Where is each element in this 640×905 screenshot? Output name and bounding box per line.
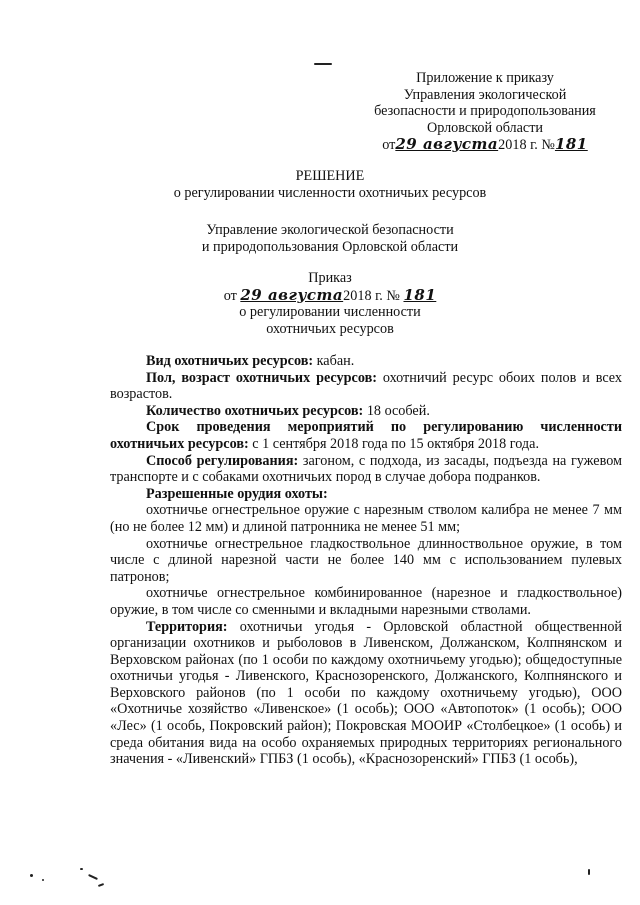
label-method: Способ регулирования:	[146, 452, 299, 469]
paragraph-sex-age	[110, 370, 622, 403]
paragraph-combined-weapon: охотничье огнестрельное комбинированное (нарезное и гладкоствольное) оружие, в том числе со сменными и вкладными нарезными стволами.	[110, 585, 622, 618]
order-heading: Приказ	[308, 270, 352, 286]
scan-speck	[80, 868, 83, 870]
order-line-3: охотничьих ресурсов	[266, 320, 394, 337]
text-resource-type: кабан.	[313, 353, 355, 369]
paragraph-quantity	[110, 403, 622, 420]
paragraph-period	[110, 419, 622, 452]
paragraph-rifled-weapon: охотничье огнестрельное оружие с нарезным стволом калибра не менее 7 мм (но не более 12 мм) и длиной патронника не менее 51 мм;	[110, 502, 622, 535]
scan-speck	[588, 869, 590, 875]
appendix-line-4: Орловской области	[426, 119, 544, 136]
appendix-line-1: Приложение к приказу	[416, 70, 554, 86]
scan-speck	[30, 874, 33, 877]
appendix-handwritten-date: 29 августа	[395, 135, 499, 153]
label-period: Срок проведения мероприятий по регулированию численности охотничьих ресурсов:	[110, 419, 622, 452]
order-handwritten-date: 29 августа	[240, 285, 344, 304]
scan-speck	[42, 879, 44, 881]
scan-speck	[98, 883, 104, 887]
order-line-2: о регулировании численности	[239, 304, 421, 320]
order-date-prefix: от	[223, 287, 237, 304]
organization-line-1: Управление экологической безопасности	[206, 222, 454, 238]
text-period: с 1 сентября 2018 года по 15 октября 2018 года.	[248, 435, 539, 452]
appendix-date-line	[355, 136, 615, 154]
order-handwritten-number: 181	[403, 285, 437, 304]
appendix-date-prefix: от	[382, 137, 396, 153]
order-date-line	[100, 287, 560, 305]
appendix-line-2: Управления экологической	[403, 86, 567, 103]
label-quantity: Количество охотничьих ресурсов:	[146, 402, 364, 419]
scan-speck	[88, 874, 98, 880]
decision-title: РЕШЕНИЕ	[295, 168, 365, 184]
decision-subtitle: о регулировании численности охотничьих ресурсов	[173, 184, 487, 201]
scan-speck	[314, 63, 332, 65]
paragraph-resource-type	[110, 353, 622, 370]
label-tools: Разрешенные орудия охоты:	[146, 485, 328, 502]
text-method: загоном, с подхода, из засады, подъезда на гужевом транспорте и с собаками охотничьих пород в случае добора подранков.	[110, 452, 622, 486]
text-sex-age: охотничий ресурс обоих полов и всех возрастов.	[110, 369, 622, 403]
paragraph-territory	[110, 619, 622, 768]
order-block	[100, 270, 560, 337]
order-date-suffix: 2018 г. №	[343, 287, 400, 304]
document-body	[110, 353, 622, 768]
appendix-header	[355, 70, 615, 154]
paragraph-smoothbore-weapon: охотничье огнестрельное гладкоствольное длинноствольное оружие, в том числе с длиной нарезной части не более 140 мм с использованием пулевых патронов;	[110, 535, 622, 585]
label-sex-age: Пол, возраст охотничьих ресурсов:	[146, 369, 377, 386]
decision-title-block	[100, 168, 560, 201]
text-territory: охотничьи угодья - Орловской областной общественной организации охотников и рыболовов в Ливенском, Должанском, Колпнянском и Верховском районах (по 1 особи по каждому охотничьему угодью); общедоступные охотничьи угодья - Ливенского, Краснозоренского, Должанского, Колпнянского и Верховского районов (по 1 особи по каждому охотничьему угодью), ООО «Охотничье хозяйство «Ливенское» (1 особь); ООО «Автопоток» (1 особь); ООО «Лес» (1 особь, Покровский район); Покровская МООИР «Столбецкое» (1 особь) и среда обитания вида на особо охраняемых природных территориях регионального значения - «Ливенский» ГПБЗ (1 особь), «Краснозоренский» ГПБЗ (1 особь),	[110, 618, 622, 768]
paragraph-method	[110, 453, 622, 486]
appendix-date-suffix: 2018 г. №	[498, 137, 555, 153]
label-territory: Территория:	[146, 618, 228, 635]
appendix-line-3: безопасности и природопользования	[374, 103, 596, 119]
text-quantity: 18 особей.	[363, 402, 430, 419]
organization-line-2: и природопользования Орловской области	[201, 238, 459, 255]
paragraph-tools	[110, 486, 622, 503]
appendix-handwritten-number: 181	[554, 135, 588, 153]
label-resource-type: Вид охотничьих ресурсов:	[146, 353, 314, 369]
organization-block	[100, 222, 560, 255]
